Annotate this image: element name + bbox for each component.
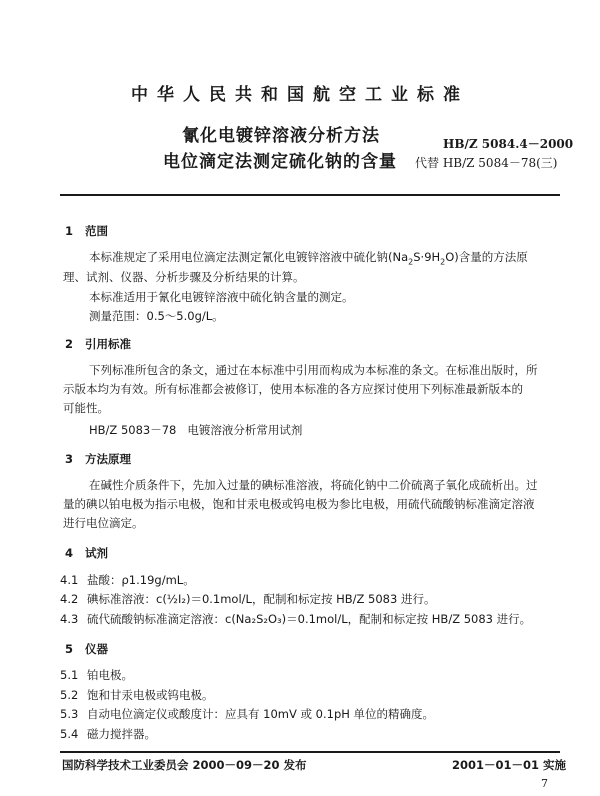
section-5-title: 仪器 [85,642,109,656]
subscript: 2 [408,257,414,267]
issue-statement: 国防科学技术工业委员会 2000－09－20 发布 [62,758,307,772]
section-5-heading [65,641,108,657]
list-item [60,706,434,722]
item-number: 5.4 [60,727,79,741]
text-run: O)含量的方法原 [445,250,528,264]
reference-title: 电镀溶液分析常用试剂 [187,423,303,437]
section-2-number: 2 [65,337,74,351]
section-1-heading [65,223,108,239]
item-number: 4.1 [60,573,79,587]
section-2-line3: 可能性。 [63,401,109,415]
item-text: 饱和甘汞电极或钨电极。 [87,688,214,702]
referenced-standard [89,421,302,440]
item-number: 4.2 [60,592,79,606]
item-text: 硫代硫酸钠标准滴定溶液：c(Na₂S₂O₃)＝0.1mol/L，配制和标定按 HB/Z 5083 进行。 [87,612,532,626]
standard-code: HB/Z 5084.4－2000 [443,137,574,151]
section-5-number: 5 [65,642,74,656]
item-text: 铂电极。 [87,668,133,682]
list-item [60,611,531,627]
item-number: 4.3 [60,612,79,626]
section-4-number: 4 [65,546,74,560]
item-number: 5.3 [60,707,79,721]
section-1-para1-line2: 理、试剂、仪器、分析步骤及分析结果的计算。 [63,270,305,284]
section-3-title: 方法原理 [85,452,132,466]
list-item [60,667,133,683]
section-2-line1: 下列标准所包含的条文，通过在本标准中引用而构成为本标准的条文。在标准出版时，所 [89,363,538,377]
section-2-heading [65,336,131,352]
text-run: S·9H [413,250,441,264]
page-number: 7 [541,777,548,790]
subscript: 2 [440,257,446,267]
section-1-title: 范围 [85,224,109,238]
item-number: 5.1 [60,668,79,682]
section-3-line2: 量的碘以铂电极为指示电极，饱和甘汞电极或钨电极为参比电极，用硫代硫酸钠标准滴定溶液 [63,497,535,511]
section-1-number: 1 [65,224,74,238]
header-rule [60,194,560,196]
standard-title: 中华人民共和国航空工业标准 [131,85,469,105]
item-text: 自动电位滴定仪或酸度计：应具有 10mV 或 0.1pH 单位的精确度。 [87,707,435,721]
section-4-title: 试剂 [85,546,109,560]
reference-code: HB/Z 5083－78 [89,423,177,437]
section-1-para3: 测量范围：0.5～5.0g/L。 [89,309,224,323]
list-item [60,726,156,742]
section-3-heading [65,451,131,467]
item-text: 磁力搅拌器。 [87,727,156,741]
section-3-line1: 在碱性介质条件下，先加入过量的碘标准溶液，将硫化钠中二价硫离子氧化成硫析出。过 [89,478,538,492]
text-run: 本标准规定了采用电位滴定法测定氰化电镀锌溶液中硫化钠(Na [89,250,409,264]
list-item [60,591,435,607]
section-4-heading [65,545,108,561]
footer-rule [60,751,560,753]
list-item [60,687,214,703]
item-text: 碘标准溶液：c(½I₂)＝0.1mol/L，配制和标定按 HB/Z 5083 进行。 [87,592,436,606]
section-2-title: 引用标准 [85,337,132,351]
section-2-line2: 示版本均为有效。所有标准都会被修订，使用本标准的各方应探讨使用下列标准最新版本的 [63,382,523,396]
item-text: 盐酸：ρ1.19g/mL。 [87,573,195,587]
document-title-line1: 氰化电镀锌溶液分析方法 [182,126,380,146]
effective-statement: 2001－01－01 实施 [452,758,567,772]
document-title-line2: 电位滴定法测定硫化钠的含量 [163,152,397,172]
section-3-number: 3 [65,452,74,466]
list-item [60,572,195,588]
replaces-code: 代替 HB/Z 5084－78(三) [415,156,558,170]
item-number: 5.2 [60,688,79,702]
section-3-line3: 进行电位滴定。 [63,516,144,530]
section-1-para2: 本标准适用于氰化电镀锌溶液中硫化钠含量的测定。 [89,290,354,304]
